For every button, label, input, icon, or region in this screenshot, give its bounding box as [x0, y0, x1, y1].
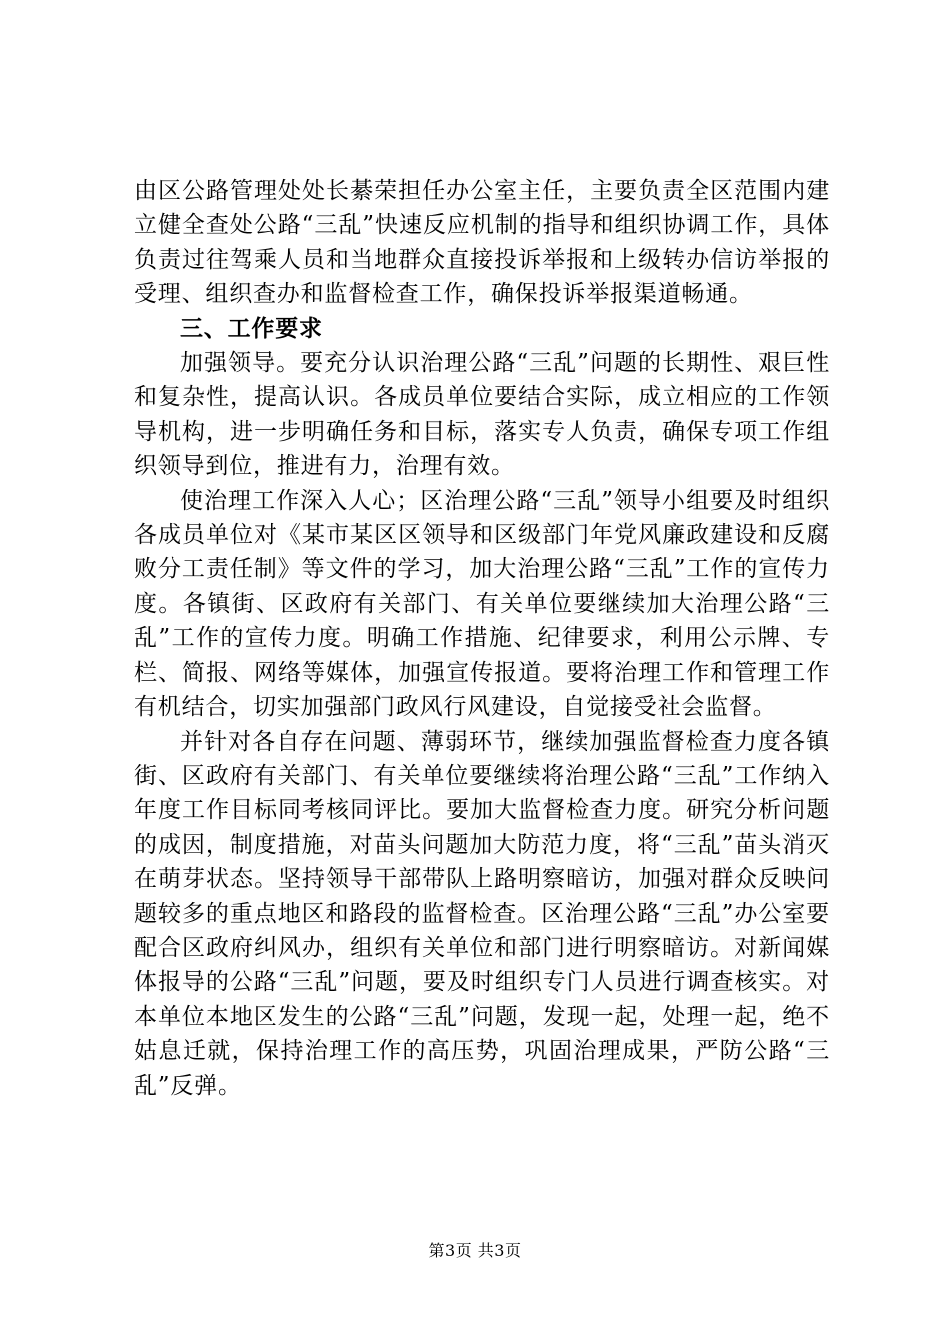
page-number-footer: 第3页 共3页 — [428, 1241, 522, 1260]
section-heading-work-requirements: 三、工作要求 — [180, 315, 323, 342]
paragraph-publicity: 使治理工作深入人心；区治理公路“三乱”领导小组要及时组织各成员单位对《某市某区区领导和区级部门年党风廉政建设和反腐败分工责任制》等文件的学习，加大治理公路“三乱”工作的宣传力度。各镇街、区政府有关部门、有关单位要继续加大治理公路“三乱”工作的宣传力度。明确工作措施、纪律要求，利用公示牌、专栏、简报、网络等媒体，加强宣传报道。要将治理工作和管理工作有机结合，切实加强部门政风行风建设，自觉接受社会监督。 — [134, 487, 830, 721]
paragraph-strengthen-leadership: 加强领导。要充分认识治理公路“三乱”问题的长期性、艰巨性和复杂性，提高认识。各成员单位要结合实际，成立相应的工作领导机构，进一步明确任务和目标，落实专人负责，确保专项工作组织领导到位，推进有力，治理有效。 — [134, 350, 830, 480]
paragraph-office-director: 由区公路管理处处长綦荣担任办公室主任，主要负责全区范围内建立健全查处公路“三乱”快速反应机制的指导和组织协调工作，具体负责过往驾乘人员和当地群众直接投诉举报和上级转办信访举报的受理、组织查办和监督检查工作，确保投诉举报渠道畅通。 — [134, 178, 830, 308]
document-body — [134, 174, 830, 1103]
paragraph-supervision-inspection: 并针对各自存在问题、薄弱环节，继续加强监督检查力度各镇街、区政府有关部门、有关单位要继续将治理公路“三乱”工作纳入年度工作目标同考核同评比。要加大监督检查力度。研究分析问题的成因，制度措施，对苗头问题加大防范力度，将“三乱”苗头消灭在萌芽状态。坚持领导干部带队上路明察暗访，加强对群众反映问题较多的重点地区和路段的监督检查。区治理公路“三乱”办公室要配合区政府纠风办，组织有关单位和部门进行明察暗访。对新闻媒体报导的公路“三乱”问题，要及时组织专门人员进行调查核实。对本单位本地区发生的公路“三乱”问题，发现一起，处理一起，绝不姑息迁就，保持治理工作的高压势，巩固治理成果，严防公路“三乱”反弹。 — [134, 728, 830, 1099]
